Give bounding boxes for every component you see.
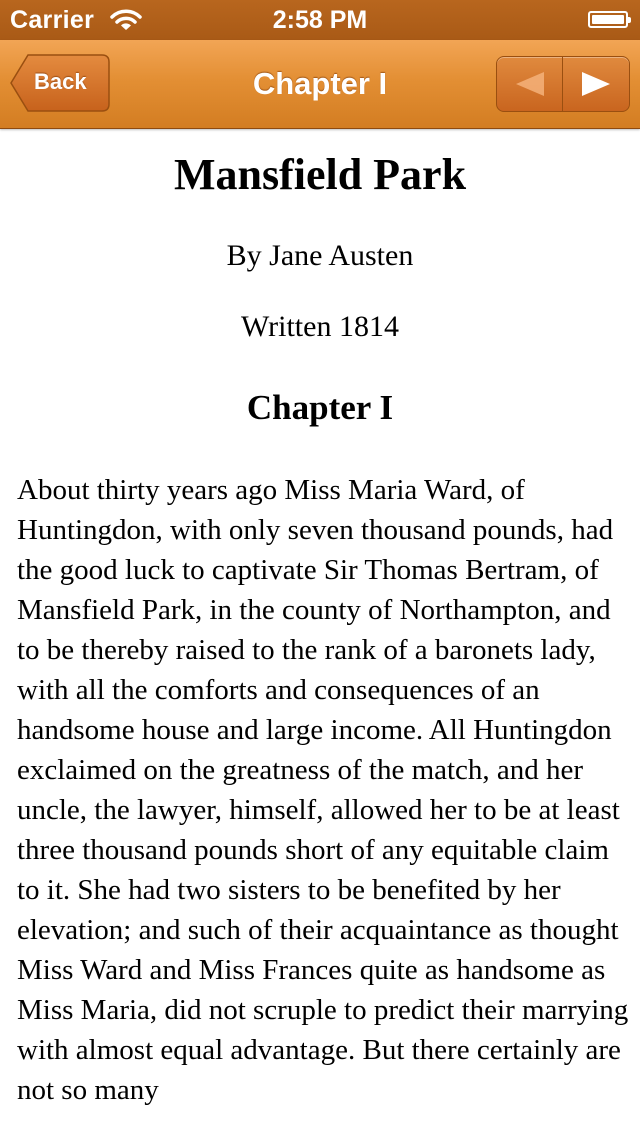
back-button-label: Back	[34, 69, 87, 94]
navigation-bar	[0, 40, 640, 129]
clock: 2:58 PM	[272, 6, 368, 34]
status-bar	[0, 0, 640, 40]
chapter-paragraph: About thirty years ago Miss Maria Ward, of Huntingdon, with only seven thousand pounds, had the good luck to captivate Sir Thomas Bertram, of Mansfield Park, in the county of Northampton, and to be thereby raised to the rank of a baronets lady, with all the comforts and consequences of an handsome house and large income. All Huntingdon exclaimed on the greatness of the match, and her uncle, the lawyer, himself, allowed her to be at least three thousand pounds short of any equitable claim to it. She had two sisters to be benefited by her elevation; and such of their acquaintance as thought Miss Ward and Miss Frances quite as handsome as Miss Maria, did not scruple to predict their marrying with almost equal advantage. But there certainly are not so many	[17, 474, 629, 1106]
chapter-pager	[496, 56, 630, 112]
author-byline: By Jane Austen	[226, 239, 414, 272]
battery-icon	[588, 11, 628, 28]
reader-content[interactable]	[0, 129, 640, 1136]
carrier-label: Carrier	[10, 6, 95, 34]
previous-chapter-button[interactable]	[497, 57, 563, 111]
arrow-left-icon	[514, 71, 546, 97]
next-chapter-button[interactable]	[562, 57, 629, 111]
written-date: Written 1814	[241, 310, 399, 343]
book-title: Mansfield Park	[173, 150, 467, 199]
arrow-right-icon	[580, 71, 612, 97]
chapter-heading: Chapter I	[246, 388, 394, 427]
page-title: Chapter I	[252, 66, 388, 101]
